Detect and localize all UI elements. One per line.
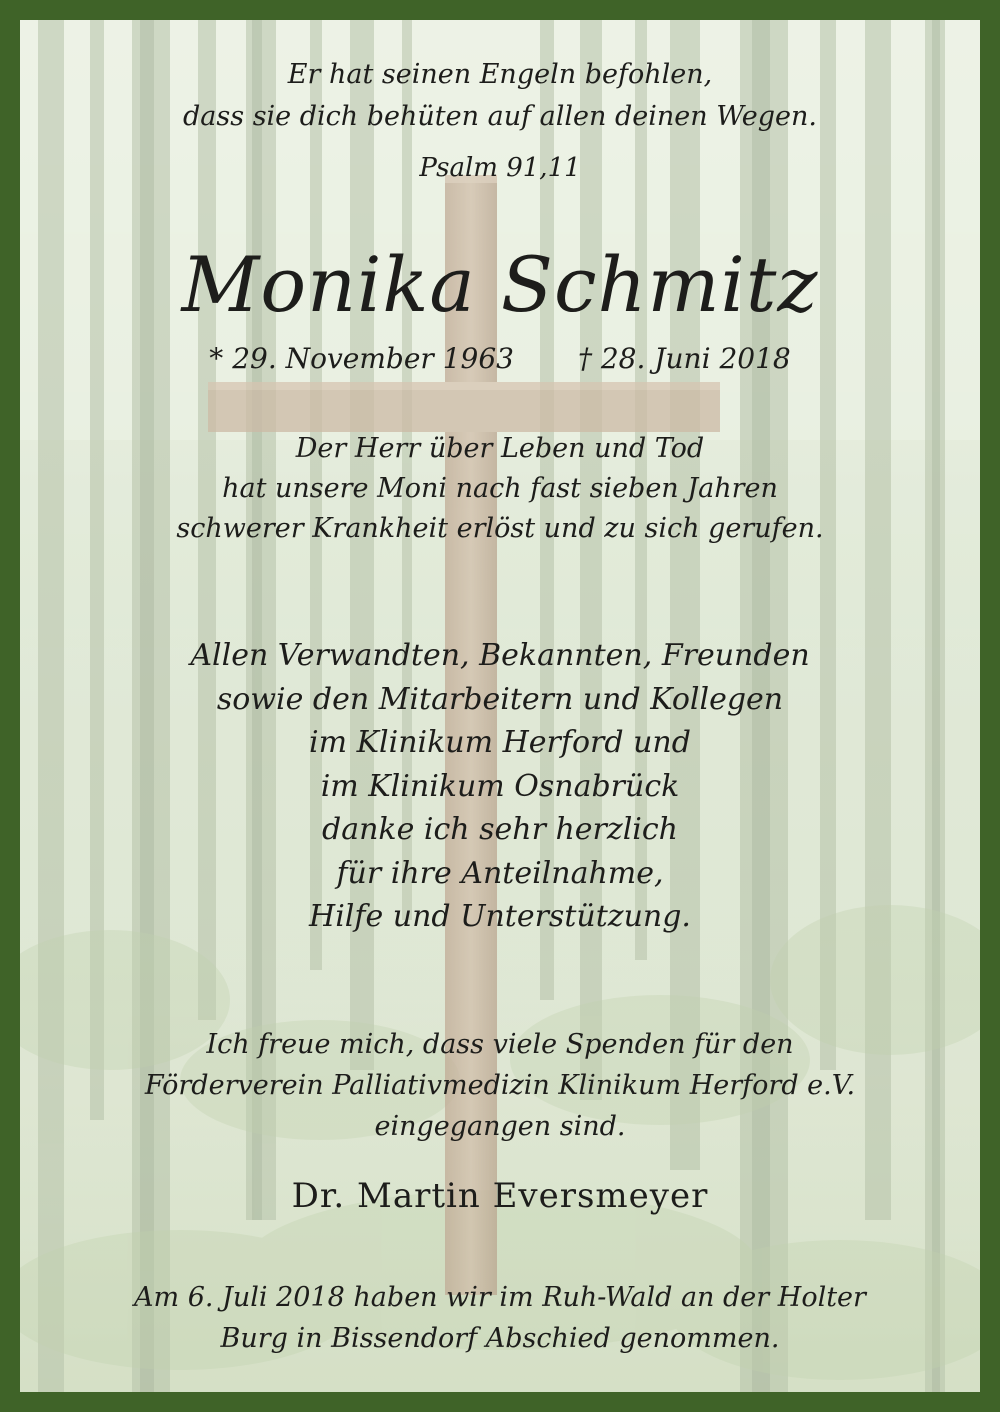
signature: Dr. Martin Eversmeyer [291, 1176, 709, 1216]
thanks-line: danke ich sehr herzlich [321, 812, 678, 847]
bible-verse-source: Psalm 91,11 [419, 153, 581, 183]
bible-verse-line: dass sie dich behüten auf allen deinen Wegen. [183, 101, 817, 132]
announcement-line: Der Herr über Leben und Tod [295, 433, 705, 464]
death-date: † 28. Juni 2018 [577, 342, 791, 375]
thanks-line: sowie den Mitarbeitern und Kollegen [216, 681, 784, 717]
birth-date: * 29. November 1963 [209, 342, 514, 375]
farewell-line: Burg in Bissendorf Abschied genommen. [220, 1323, 780, 1354]
announcement-line: schwerer Krankheit erlöst und zu sich gerufen. [176, 513, 824, 544]
bible-verse-line: Er hat seinen Engeln befohlen, [287, 59, 713, 90]
farewell-note [20, 1277, 980, 1359]
donation-line: Ich freue mich, dass viele Spenden für den [206, 1029, 794, 1060]
deceased-name: Monika Schmitz [181, 240, 819, 329]
donation-line: eingegangen sind. [374, 1111, 626, 1142]
farewell-line: Am 6. Juli 2018 haben wir im Ruh-Wald an der Holter [134, 1282, 866, 1313]
thanks-line: Hilfe und Unterstützung. [309, 899, 691, 934]
thanks-line: im Klinikum Osnabrück [320, 768, 680, 804]
thanks-message [20, 634, 980, 939]
death-announcement [20, 429, 980, 549]
bible-verse [20, 54, 980, 138]
life-dates [20, 342, 980, 375]
donation-line: Förderverein Palliativmedizin Klinikum Herford e.V. [144, 1070, 856, 1101]
thanks-line: für ihre Anteilnahme, [336, 855, 664, 891]
thanks-line: im Klinikum Herford und [309, 725, 691, 760]
donation-note [20, 1024, 980, 1147]
thanks-line: Allen Verwandten, Bekannten, Freunden [190, 638, 810, 673]
announcement-line: hat unsere Moni nach fast sieben Jahren [222, 473, 778, 504]
